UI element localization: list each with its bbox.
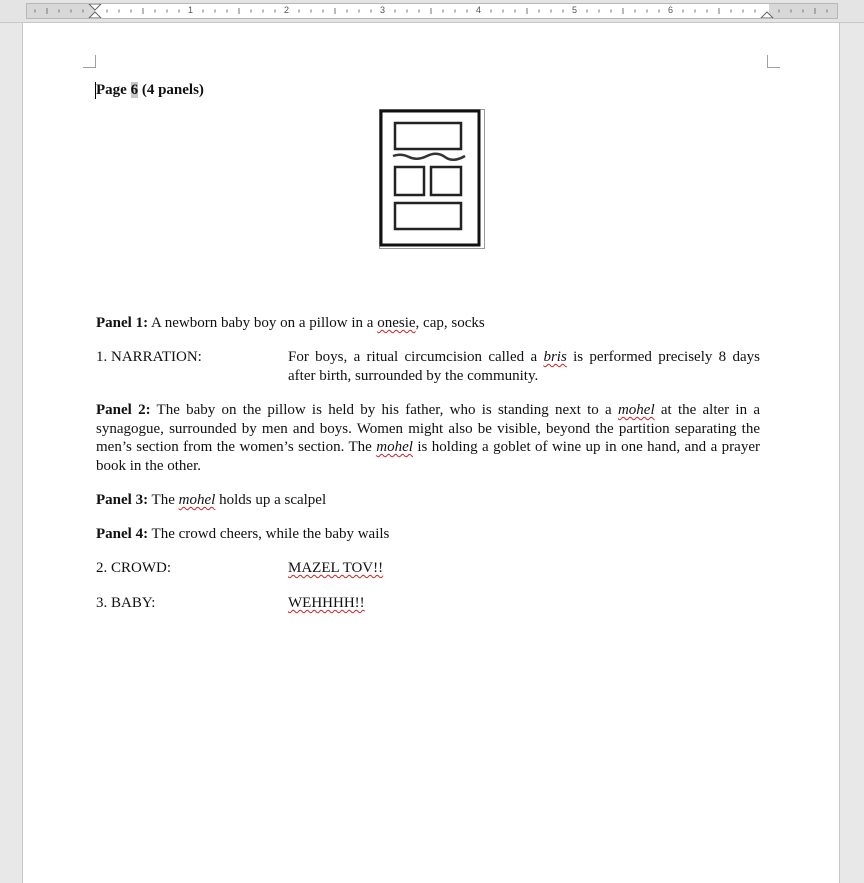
panel-2-label: Panel 2: <box>96 402 151 418</box>
spell-error-mohel[interactable]: mohel <box>617 402 655 418</box>
ruler-ticks <box>27 4 837 18</box>
panel-1-label: Panel 1: <box>96 315 149 331</box>
spell-error-mohel-3[interactable]: mohel <box>178 492 216 508</box>
ruler-strip[interactable] <box>26 3 838 19</box>
ruler-number-5: 5 <box>572 5 578 15</box>
crowd-label: 2. CROWD: <box>96 560 171 576</box>
panel-2-text-a: The baby on the pillow is held by his father, who is standing next to a <box>150 402 618 418</box>
panel-3-text-b: holds up a scalpel <box>215 492 327 508</box>
panel-2-description[interactable] <box>96 401 760 475</box>
panel-3-text-a: The <box>148 492 179 508</box>
crop-mark-top-left <box>83 55 96 68</box>
crop-mark-top-right <box>767 55 780 68</box>
spell-error-mohel-2[interactable]: mohel <box>376 439 413 455</box>
ruler-number-6: 6 <box>668 5 674 15</box>
heading-prefix: Page <box>96 82 131 98</box>
spell-error-bris[interactable]: bris <box>543 349 567 365</box>
horizontal-ruler[interactable] <box>0 0 864 23</box>
panel-2-text-b: at the alter in a synagogue, surrounded by men and boys. Women might also be visible, beyond the partition separating the men’s section from the women’s section. The <box>96 402 760 455</box>
document-body[interactable] <box>96 81 760 611</box>
narration-text-b: is performed precisely 8 days after birth, surrounded by the community. <box>288 349 760 384</box>
narration-text-a: For boys, a ritual circumcision called a <box>288 349 544 365</box>
panel-layout-thumbnail[interactable] <box>379 109 485 249</box>
right-indent-marker <box>761 12 773 18</box>
crowd-text[interactable]: MAZEL TOV!! <box>288 560 384 576</box>
first-line-indent-marker <box>89 4 101 10</box>
ruler-number-1: 1 <box>188 5 194 15</box>
baby-text[interactable]: WEHHHH!! <box>288 595 365 611</box>
heading-suffix: (4 panels) <box>138 82 204 98</box>
text-cursor <box>95 82 96 99</box>
panel-4-text: The crowd cheers, while the baby wails <box>148 526 390 542</box>
panel-3-description[interactable] <box>96 491 760 510</box>
ruler-number-2: 2 <box>284 5 290 15</box>
spell-error-onesie[interactable]: onesie <box>377 315 416 331</box>
ruler-number-3: 3 <box>380 5 386 15</box>
heading-page-number: 6 <box>130 82 139 98</box>
panel-4-description[interactable] <box>96 525 760 544</box>
panel-1-text-a: A newborn baby boy on a pillow in a <box>148 315 378 331</box>
baby-label: 3. BABY: <box>96 595 156 611</box>
page-heading[interactable] <box>96 81 760 100</box>
document-page[interactable] <box>22 23 840 883</box>
panel-4-label: Panel 4: <box>96 526 149 542</box>
hanging-indent-marker <box>89 12 101 18</box>
panel-1-text-b: , cap, socks <box>415 315 485 331</box>
panel-1-description[interactable] <box>96 314 760 333</box>
panel-2-text-c: is holding a goblet of wine up in one hand, and a prayer book in the other. <box>96 439 760 474</box>
narration-label: 1. NARRATION: <box>96 349 202 365</box>
ruler-number-4: 4 <box>476 5 482 15</box>
narration-text <box>288 348 760 385</box>
panel-3-label: Panel 3: <box>96 492 149 508</box>
